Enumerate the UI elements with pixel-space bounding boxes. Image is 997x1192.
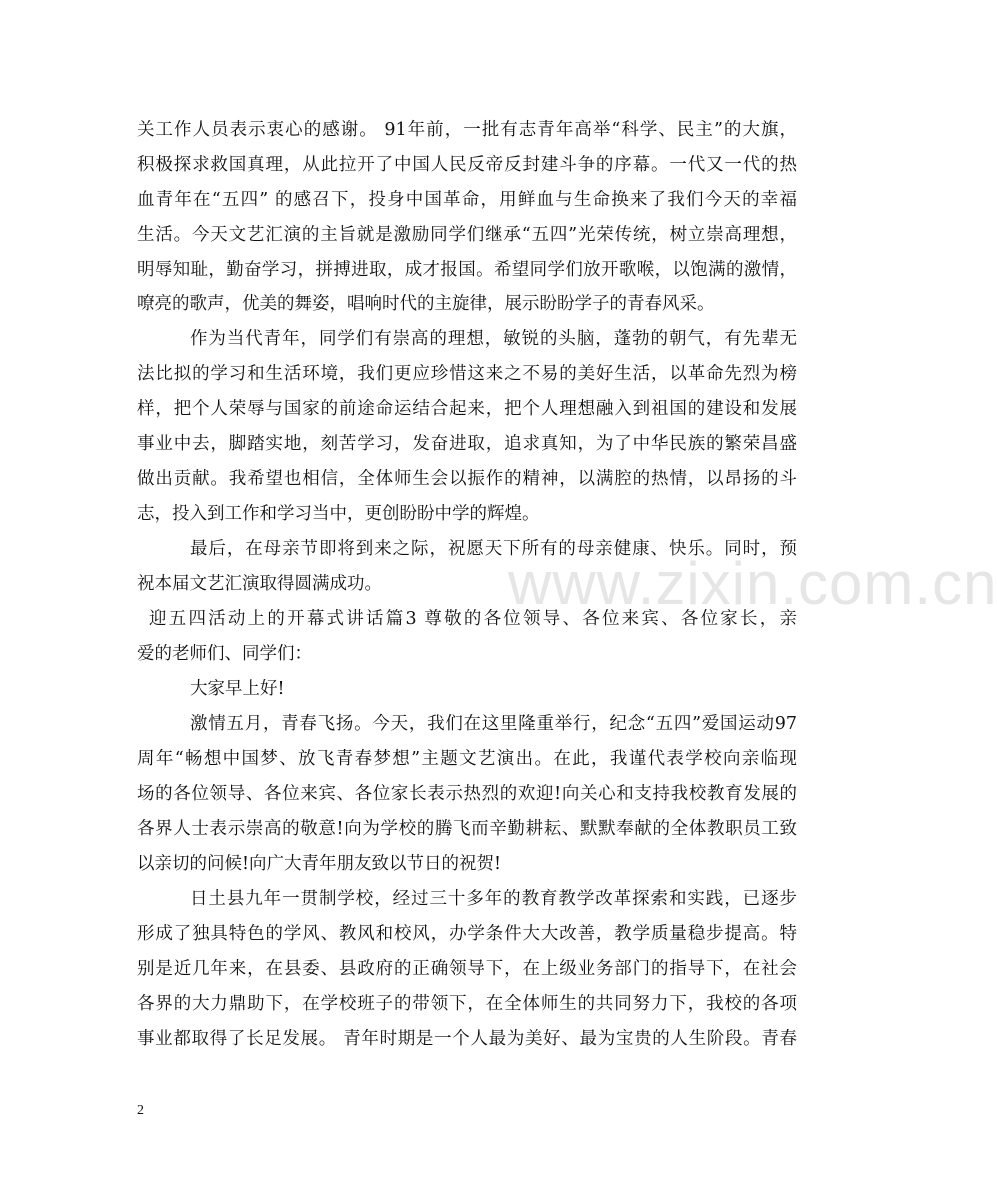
text-line: 形成了独具特色的学风、教风和校风，办学条件大大改善，教学质量稳步提高。特 bbox=[137, 924, 797, 944]
text-line: 关工作人员表示衷心的感谢。 91年前，一批有志青年高举“科学、民主”的大旗， bbox=[137, 120, 797, 140]
text-line: 事业中去，脚踏实地，刻苦学习，发奋进取，追求真知，为了中华民族的繁荣昌盛 bbox=[137, 434, 797, 454]
text-line: 各界人士表示崇高的敬意!向为学校的腾飞而辛勤耕耘、默默奉献的全体教职员工致 bbox=[137, 819, 797, 839]
text-line: 别是近几年来，在县委、县政府的正确领导下，在上级业务部门的指导下，在社会 bbox=[137, 959, 797, 979]
watermark-text: www.zixin.com.cn bbox=[508, 550, 997, 617]
text-line: 事业都取得了长足发展。 青年时期是一个人最为美好、最为宝贵的人生阶段。青春 bbox=[137, 1029, 797, 1049]
greeting-line: 大家早上好! bbox=[190, 679, 285, 699]
paragraph-first-line: 最后，在母亲节即将到来之际，祝愿天下所有的母亲健康、快乐。同时，预 bbox=[190, 539, 797, 559]
text-line: 志，投入到工作和学习当中，更创盼盼中学的辉煌。 bbox=[137, 504, 540, 524]
text-line: 做出贡献。我希望也相信，全体师生会以振作的精神，以满腔的热情，以昂扬的斗 bbox=[137, 469, 797, 489]
text-line: 血青年在“五四” 的感召下，投身中国革命，用鲜血与生命换来了我们今天的幸福 bbox=[137, 190, 797, 210]
text-line: 生活。今天文艺汇演的主旨就是激励同学们继承“五四”光荣传统，树立崇高理想， bbox=[137, 225, 797, 245]
text-line: 祝本届文艺汇演取得圆满成功。 bbox=[137, 574, 382, 594]
paragraph-first-line: 作为当代青年，同学们有崇高的理想，敏锐的头脑，蓬勃的朝气，有先辈无 bbox=[190, 329, 797, 349]
text-line: 以亲切的问候!向广大青年朋友致以节日的祝贺! bbox=[137, 854, 502, 874]
text-line: 积极探求救国真理，从此拉开了中国人民反帝反封建斗争的序幕。一代又一代的热 bbox=[137, 155, 797, 175]
text-line: 法比拟的学习和生活环境，我们更应珍惜这来之不易的美好生活，以革命先烈为榜 bbox=[137, 364, 797, 384]
section-heading-line: 迎五四活动上的开幕式讲话篇3 尊敬的各位领导、各位来宾、各位家长，亲 bbox=[149, 609, 797, 629]
text-line: 明辱知耻，勤奋学习，拼搏进取，成才报国。希望同学们放开歌喉，以饱满的激情， bbox=[137, 260, 797, 280]
text-line: 爱的老师们、同学们： bbox=[137, 644, 312, 664]
text-line: 嘹亮的歌声，优美的舞姿，唱响时代的主旋律，展示盼盼学子的青春风采。 bbox=[137, 294, 715, 314]
text-line: 样，把个人荣辱与国家的前途命运结合起来，把个人理想融入到祖国的建设和发展 bbox=[137, 399, 797, 419]
page-number: 2 bbox=[137, 1103, 144, 1118]
text-line: 各界的大力鼎助下，在学校班子的带领下，在全体师生的共同努力下，我校的各项 bbox=[137, 994, 797, 1014]
paragraph-first-line: 日土县九年一贯制学校，经过三十多年的教育教学改革探索和实践，已逐步 bbox=[190, 889, 797, 909]
text-line: 场的各位领导、各位来宾、各位家长表示热烈的欢迎!向关心和支持我校教育发展的 bbox=[137, 784, 797, 804]
text-line: 周年“畅想中国梦、放飞青春梦想”主题文艺演出。在此，我谨代表学校向亲临现 bbox=[137, 749, 797, 769]
paragraph-first-line: 激情五月，青春飞扬。今天，我们在这里隆重举行，纪念“五四”爱国运动97 bbox=[190, 714, 797, 734]
